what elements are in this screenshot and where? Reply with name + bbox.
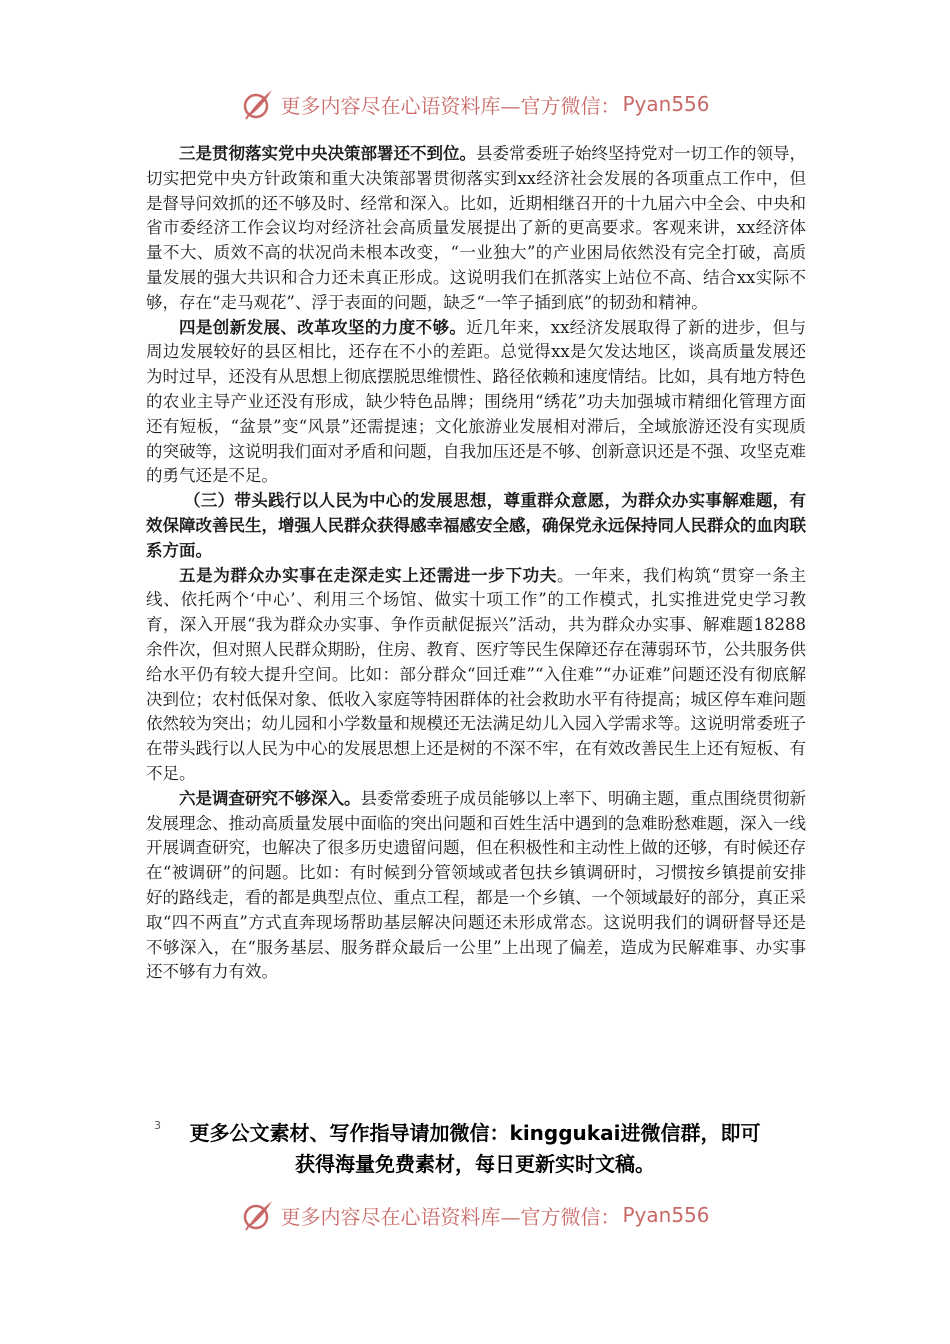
paragraph-lead: 四是创新发展、改革攻坚的力度不够。 (179, 317, 467, 337)
paragraph-6 (146, 787, 806, 985)
footer-line-1: 更多公文素材、写作指导请加微信：kinggukai进微信群，即可 (189, 1121, 761, 1145)
paragraph-text: 县委常委班子始终坚持党对一切工作的领导，切实把党中央方针政策和重大决策部署贯彻落实到xx经济社会发展的各项重点工作中，但是督导问效抓的还不够及时、经常和深入。比如，近期相继召开的十九届六中全会、中央和省市委经济工作会议均对经济社会高质量发展提出了新的更高要求。客观来讲，xx经济体量不大、质效不高的状况尚未根本改变，“一业独大”的产业困局依然没有完全打破，高质量发展的强大共识和合力还未真正形成。这说明我们在抓落实上站位不高、结合xx实际不够，存在“走马观花”、浮于表面的问题，缺乏“一竿子插到底”的韧劲和精神。 (146, 144, 806, 312)
document-body (146, 142, 806, 985)
page-mark: 3 (154, 1119, 161, 1132)
paragraph-lead: 五是为群众办实事在走深走实上还需进一步下功夫 (179, 565, 558, 585)
banner-text: 更多内容尽在心语资料库—官方微信： (280, 93, 621, 118)
paragraph-5 (146, 564, 806, 787)
section-heading-3: （三）带头践行以人民为中心的发展思想，尊重群众意愿，为群众办实事解难题，有效保障改善民生，增强人民群众获得感幸福感安全感，确保党永远保持同人民群众的血肉联系方面。 (146, 491, 806, 560)
paragraph-lead: 三是贯彻落实党中央决策部署还不到位。 (179, 144, 476, 163)
paragraph-text: 。一年来，我们构筑“贯穿一条主线、依托两个‘中心’、利用三个场馆、做实十项工作”的工作模式，扎实推进党史学习教育，深入开展“我为群众办实事、争作贡献促振兴”活动，共为群众办实事、解难题18288余件次，但对照人民群众期盼，住房、教育、医疗等民生保障还存在薄弱环节，公共服务供给水平仍有较大提升空间。比如：部分群众“回迁难”“入住难”“办证难”问题还没有彻底解决到位；农村低保对象、低收入家庭等特困群体的社会救助水平有待提高；城区停车难问题依然较为突出；幼儿园和小学数量和规模还无法满足幼儿入园入学需求等。这说明常委班子在带头践行以人民为中心的发展思想上还是树的不深不牢，在有效改善民生上还有短板、有不足。 (146, 565, 807, 783)
footer-watermark-banner (0, 1195, 950, 1235)
paragraph-3 (146, 142, 806, 316)
banner-wechat-id: Pyan556 (622, 1203, 710, 1227)
quill-logo-icon (240, 86, 276, 122)
header-watermark-banner (0, 84, 950, 124)
footer-notice (140, 1118, 810, 1180)
paragraph-lead: 六是调查研究不够深入。 (179, 788, 361, 808)
paragraph-4 (146, 316, 806, 490)
paragraph-text: 县委常委班子成员能够以上率下、明确主题，重点围绕贯彻新发展理念、推动高质量发展中面临的突出问题和百姓生活中遇到的急难盼愁难题，深入一线开展调查研究，也解决了很多历史遗留问题，但在积极性和主动性上做的还够，有时候还存在“被调研”的问题。比如：有时候到分管领域或者包扶乡镇调研时，习惯按乡镇提前安排好的路线走，看的都是典型点位、重点工程，都是一个乡镇、一个领域最好的部分，真正采取“四不两直”方式直奔现场帮助基层解决问题还未形成常态。这说明我们的调研督导还是不够深入，在“服务基层、服务群众最后一公里”上出现了偏差，造成为民解难事、办实事还不够有力有效。 (146, 788, 806, 982)
footer-line-2: 获得海量免费素材，每日更新实时文稿。 (295, 1152, 655, 1176)
paragraph-text: 近几年来，xx经济发展取得了新的进步，但与周边发展较好的县区相比，还存在不小的差距。总觉得xx是欠发达地区，谈高质量发展还为时过早，还没有从思想上彻底摆脱思维惯性、路径依赖和速度情结。比如，具有地方特色的农业主导产业还没有形成，缺少特色品牌；围绕用“绣花”功夫加强城市精细化管理方面还有短板，“盆景”变“风景”还需提速；文化旅游业发展相对滞后，全域旅游还没有实现质的突破等，这说明我们面对矛盾和问题，自我加压还是不够、创新意识还是不强、攻坚克难的勇气还是不足。 (146, 317, 806, 486)
banner-wechat-id: Pyan556 (622, 92, 710, 116)
banner-text: 更多内容尽在心语资料库—官方微信： (280, 1204, 621, 1229)
quill-logo-icon (240, 1197, 276, 1233)
